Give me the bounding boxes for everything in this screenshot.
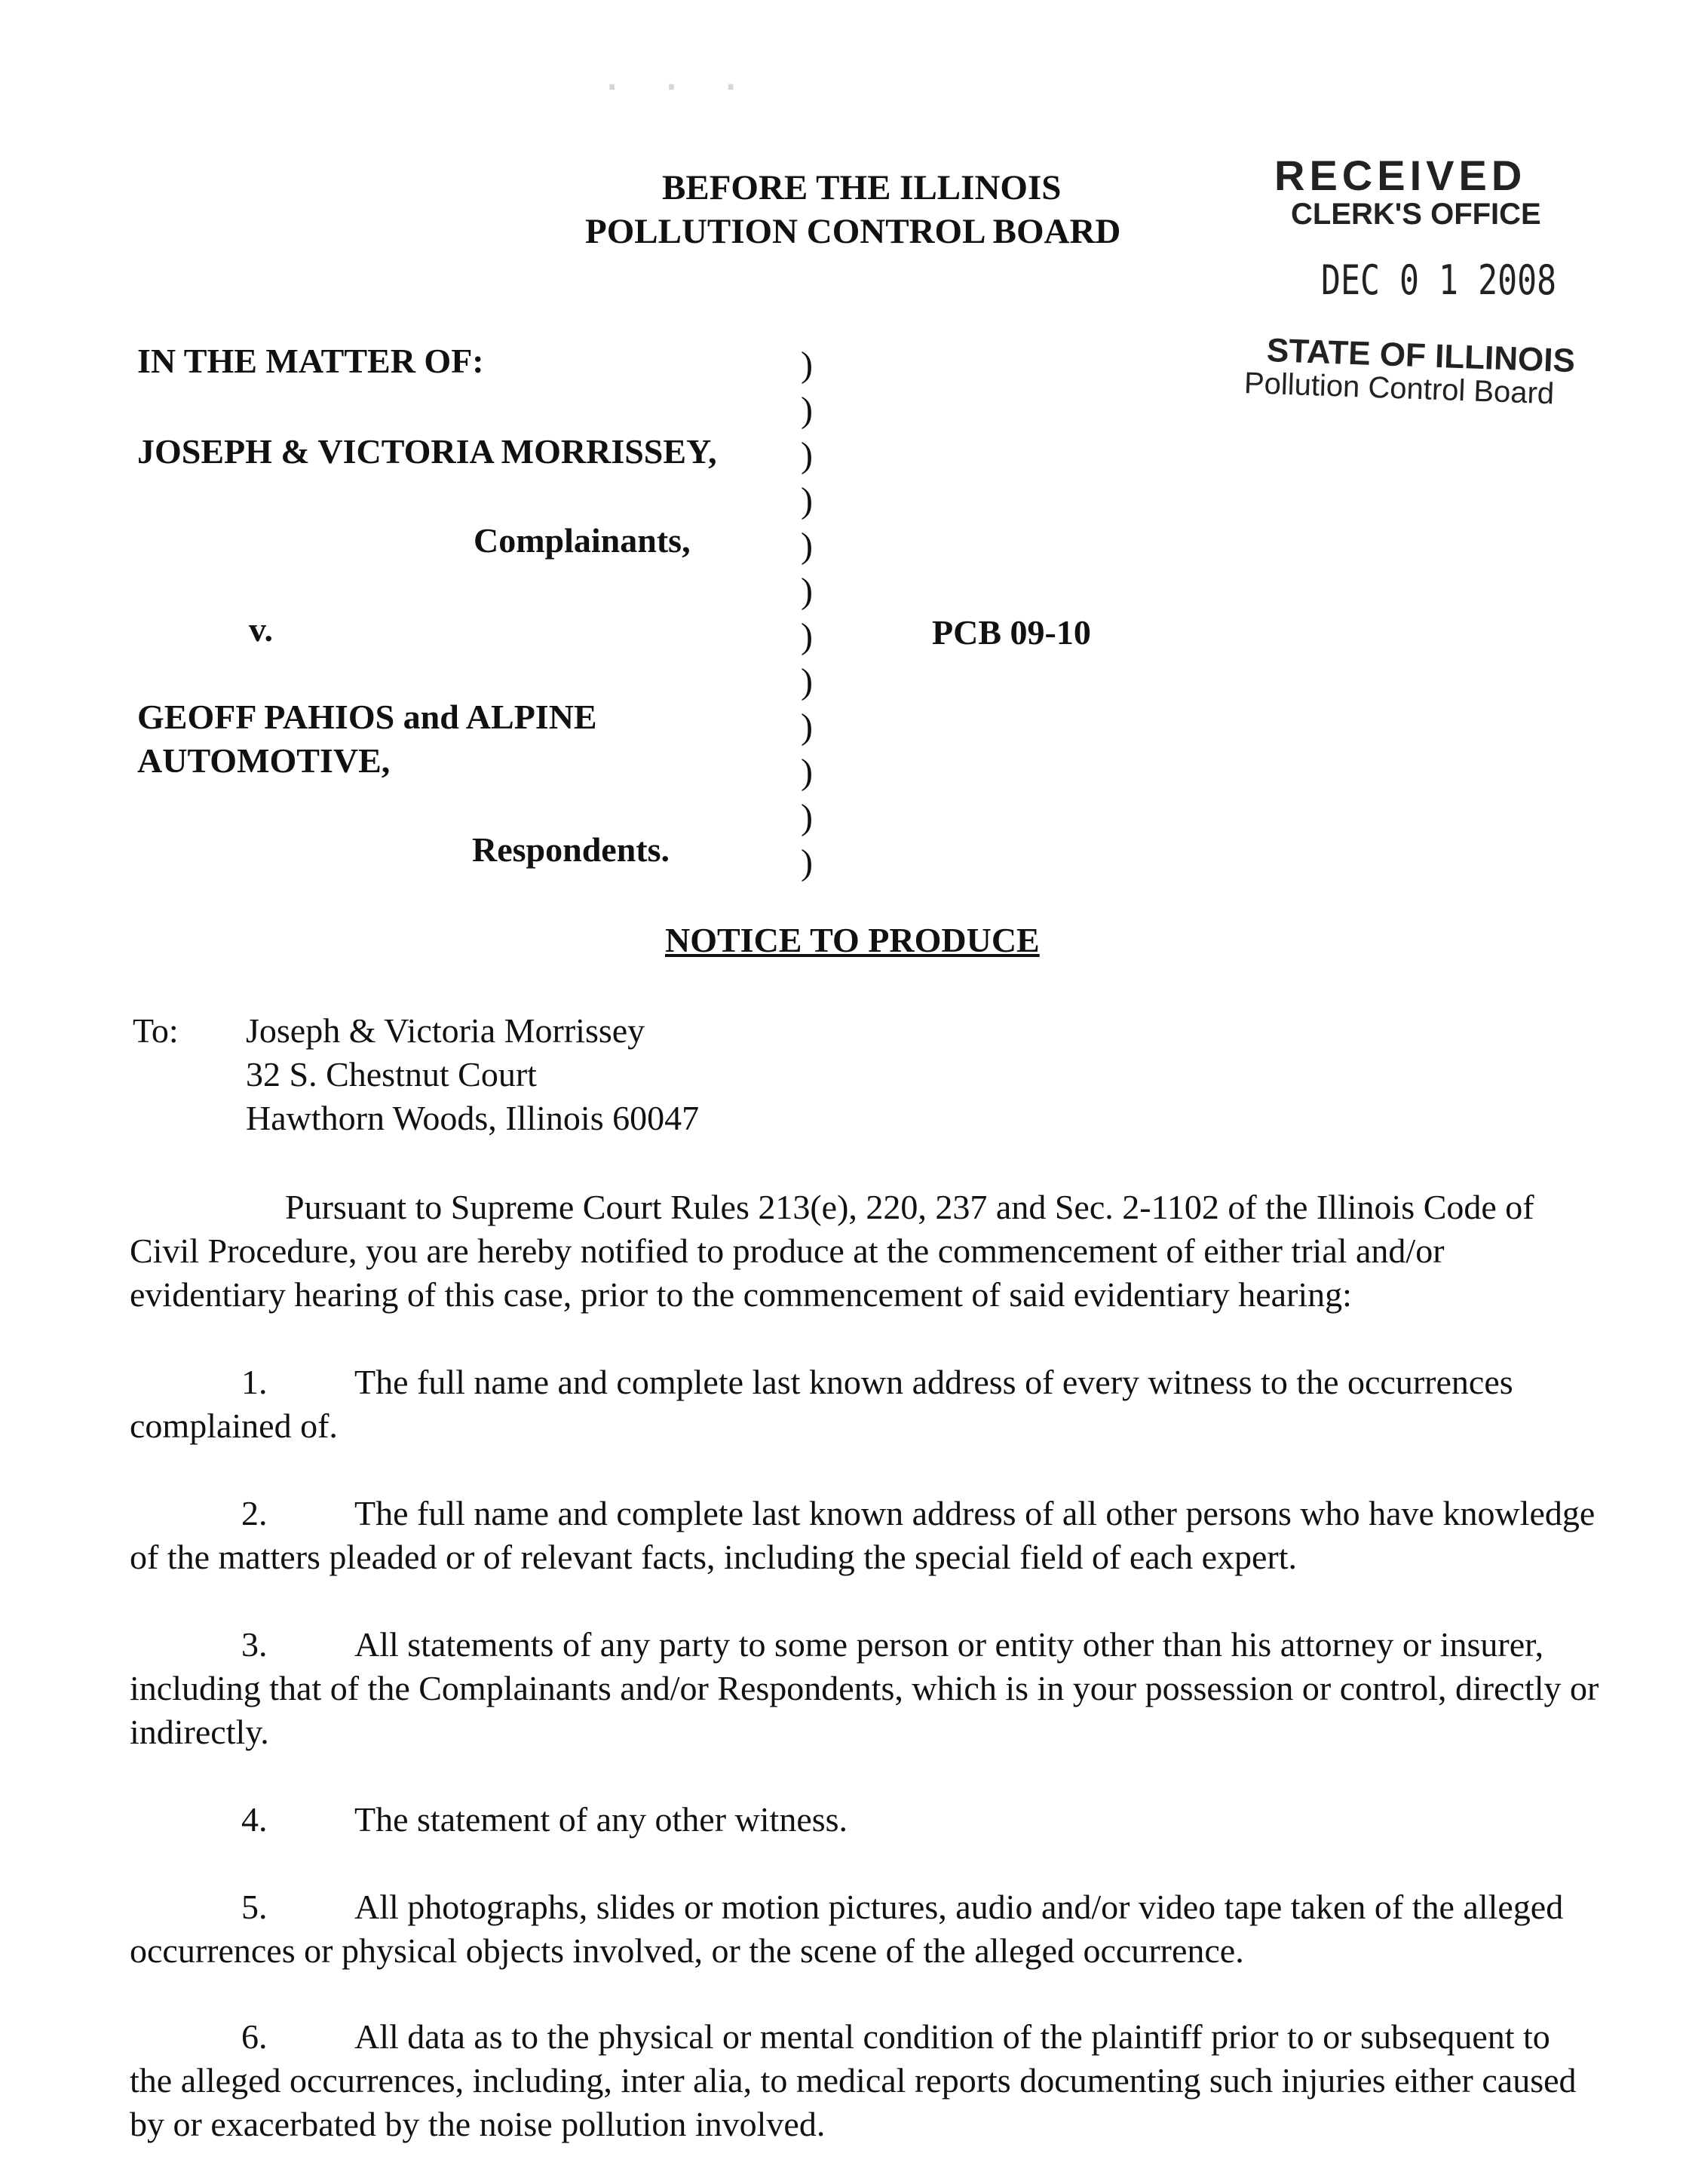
respondent-line-2: AUTOMOTIVE,: [137, 741, 391, 780]
caption-paren: ): [801, 707, 813, 747]
item-number: 6.: [241, 2017, 268, 2056]
address-line-1: Joseph & Victoria Morrissey: [246, 1011, 645, 1050]
item-text: All photographs, slides or motion pictures, audio and/or video tape taken of the alleged occurrences or physical objects involved, or the scene of the alleged occurrence.: [130, 1888, 1564, 1970]
caption-paren: ): [801, 526, 813, 566]
document-title: NOTICE TO PRODUCE: [665, 921, 1040, 959]
respondents-label: Respondents.: [472, 830, 670, 869]
caption-paren: ): [801, 480, 813, 520]
stamp-board: Pollution Control Board: [1243, 367, 1555, 411]
versus-label: v.: [249, 610, 273, 649]
complainants-label: Complainants,: [474, 521, 691, 560]
list-item: [130, 1798, 1600, 1842]
caption-paren: ): [801, 752, 813, 792]
list-item: [130, 1885, 1600, 1973]
item-number: 4.: [241, 1800, 268, 1839]
in-the-matter-of: IN THE MATTER OF:: [137, 342, 484, 380]
item-number: 1.: [241, 1363, 268, 1401]
header-line-1: BEFORE THE ILLINOIS: [662, 168, 1062, 207]
item-text: All statements of any party to some person or entity other than his attorney or insurer, including that of the Complainants and/or Respondents, which is in your possession or control, directly or indirectly.: [130, 1625, 1599, 1751]
stamp-date: DEC 0 1 2008: [1321, 256, 1557, 304]
caption-paren: ): [801, 571, 813, 611]
item-text: The statement of any other witness.: [354, 1800, 848, 1839]
stamp-state: STATE OF ILLINOIS: [1266, 332, 1576, 380]
item-text: The full name and complete last known address of every witness to the occurrences complained of.: [130, 1363, 1513, 1445]
caption-paren: ): [801, 797, 813, 837]
complainant-names: JOSEPH & VICTORIA MORRISSEY,: [137, 432, 717, 471]
list-item: [130, 1492, 1600, 1579]
intro-paragraph: Pursuant to Supreme Court Rules 213(e), 220, 237 and Sec. 2-1102 of the Illinois Code of Civil Procedure, you are hereby notified to produce at the commencement of either trial and/or evidentiary hearing of this case, prior to the commencement of said evidentiary hearing:: [130, 1188, 1534, 1314]
item-number: 5.: [241, 1888, 268, 1926]
item-text: The full name and complete last known address of all other persons who have knowledge of the matters pleaded or of relevant facts, including the special field of each expert.: [130, 1494, 1596, 1576]
address-line-3: Hawthorn Woods, Illinois 60047: [246, 1099, 700, 1137]
list-item: [130, 2015, 1600, 2146]
case-number: PCB 09-10: [932, 613, 1091, 652]
caption-paren: ): [801, 661, 813, 701]
stamp-received: RECEIVED: [1274, 152, 1527, 199]
scan-smudge: · · ·: [603, 54, 753, 112]
header-line-2: POLLUTION CONTROL BOARD: [585, 212, 1121, 251]
address-line-2: 32 S. Chestnut Court: [246, 1055, 537, 1094]
caption-paren: ): [801, 345, 813, 385]
caption-parentheses: [801, 342, 823, 885]
item-text: All data as to the physical or mental condition of the plaintiff prior to or subsequent to the alleged occurrences, including, inter alia, to medical reports documenting such injuries either caused by or exacerbated by the noise pollution involved.: [130, 2017, 1577, 2143]
item-number: 3.: [241, 1625, 268, 1664]
item-number: 2.: [241, 1494, 268, 1532]
respondent-line-1: GEOFF PAHIOS and ALPINE: [137, 698, 597, 736]
list-item: [130, 1623, 1600, 1754]
caption-paren: ): [801, 435, 813, 475]
to-label: To:: [133, 1011, 179, 1050]
caption-paren: ): [801, 616, 813, 656]
list-item: [130, 1360, 1600, 1448]
stamp-clerks-office: CLERK'S OFFICE: [1291, 198, 1541, 231]
caption-paren: ): [801, 390, 813, 430]
caption-paren: ): [801, 842, 813, 882]
